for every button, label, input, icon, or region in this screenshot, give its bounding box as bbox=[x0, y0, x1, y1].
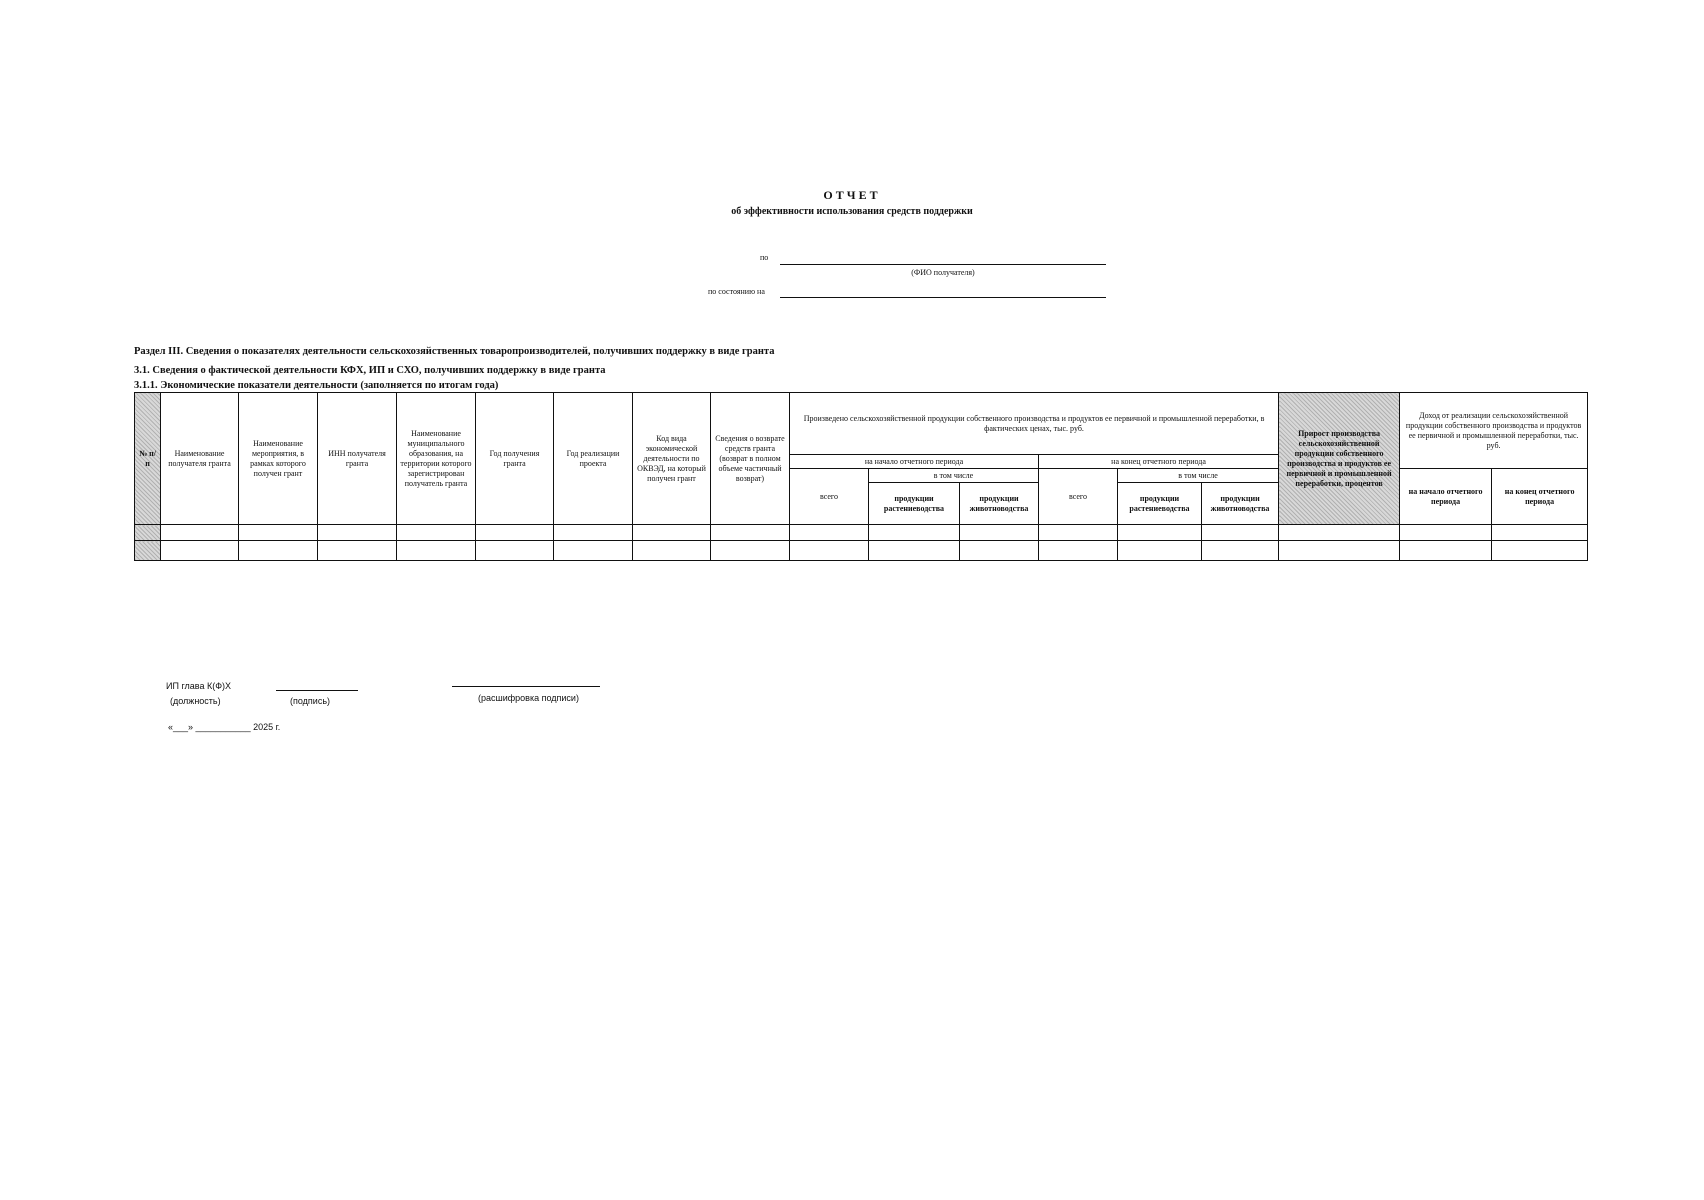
date-line[interactable] bbox=[780, 297, 1106, 298]
table-cell[interactable] bbox=[1492, 525, 1588, 541]
table-cell[interactable] bbox=[960, 525, 1039, 541]
date-label: по состоянию на bbox=[708, 287, 765, 296]
section-3-1-heading: 3.1. Сведения о фактической деятельности КФХ, ИП и СХО, получивших поддержку в виде гранта bbox=[134, 365, 606, 376]
economic-indicators-table bbox=[134, 392, 1588, 561]
production-group-header: Произведено сельскохозяйственной продукции собственного производства и продуктов ее первичной и промышленной переработки, в фактических ценах, тыс. руб. bbox=[790, 393, 1279, 455]
signature-date[interactable]: «___» ___________ 2025 г. bbox=[168, 722, 281, 732]
table-cell[interactable] bbox=[554, 525, 633, 541]
income-end-header: на конец отчетного периода bbox=[1492, 469, 1588, 525]
table-data-row bbox=[135, 525, 1588, 541]
production-end-including-header: в том числе bbox=[1118, 469, 1279, 483]
table-cell[interactable] bbox=[1039, 541, 1118, 561]
table-cell[interactable] bbox=[711, 525, 790, 541]
table-cell[interactable] bbox=[397, 541, 476, 561]
table-cell[interactable] bbox=[161, 541, 239, 561]
col-inn-header: ИНН получателя гранта bbox=[318, 393, 397, 525]
table-cell[interactable] bbox=[1279, 541, 1400, 561]
table-cell[interactable] bbox=[869, 525, 960, 541]
table-cell[interactable] bbox=[1118, 541, 1202, 561]
table-cell[interactable] bbox=[239, 541, 318, 561]
table-cell[interactable] bbox=[960, 541, 1039, 561]
production-start-period-header: на начало отчетного периода bbox=[790, 455, 1039, 469]
table-cell[interactable] bbox=[1400, 525, 1492, 541]
table-cell[interactable] bbox=[869, 541, 960, 561]
table-cell[interactable] bbox=[1039, 525, 1118, 541]
report-subtitle: об эффективности использования средств поддержки bbox=[731, 206, 973, 217]
signature-line[interactable] bbox=[276, 690, 358, 691]
po-label: по bbox=[760, 253, 769, 262]
production-end-crop-header: продукции растениеводства bbox=[1118, 483, 1202, 525]
table-cell[interactable] bbox=[1202, 541, 1279, 561]
table-cell[interactable] bbox=[318, 525, 397, 541]
table-header-row-1 bbox=[135, 393, 1588, 455]
table-cell[interactable] bbox=[790, 525, 869, 541]
table-cell[interactable] bbox=[1492, 541, 1588, 561]
col-recipient-name-header: Наименование получателя гранта bbox=[161, 393, 239, 525]
table-cell[interactable] bbox=[318, 541, 397, 561]
income-group-header: Доход от реализации сельскохозяйственной продукции собственного производства и продуктов ее первичной и промышленной переработки, тыс. руб. bbox=[1400, 393, 1588, 469]
income-start-header: на начало отчетного периода bbox=[1400, 469, 1492, 525]
col-measure-header: Наименование мероприятия, в рамках которого получен грант bbox=[239, 393, 318, 525]
table-cell[interactable] bbox=[1400, 541, 1492, 561]
production-end-total-header: всего bbox=[1039, 469, 1118, 525]
col-refund-header: Сведения о возврате средств гранта (возврат в полном объеме частичный возврат) bbox=[711, 393, 790, 525]
growth-header: Прирост производства сельскохозяйственной продукции собственного производства и продуктов ее первичной и промышленной переработки, процентов bbox=[1279, 393, 1400, 525]
position-value: ИП глава К(Ф)Х bbox=[166, 681, 232, 691]
table-cell[interactable] bbox=[476, 525, 554, 541]
table-cell[interactable] bbox=[476, 541, 554, 561]
col-grant-year-header: Год получения гранта bbox=[476, 393, 554, 525]
table-cell[interactable] bbox=[1279, 525, 1400, 541]
position-caption: (должность) bbox=[170, 696, 221, 706]
production-start-total-header: всего bbox=[790, 469, 869, 525]
col-okved-header: Код вида экономической деятельности по ОКВЭД, на который получен грант bbox=[633, 393, 711, 525]
table-cell[interactable] bbox=[397, 525, 476, 541]
production-start-including-header: в том числе bbox=[869, 469, 1039, 483]
production-start-crop-header: продукции растениеводства bbox=[869, 483, 960, 525]
table-cell[interactable] bbox=[1202, 525, 1279, 541]
table-data-row bbox=[135, 541, 1588, 561]
decode-caption: (расшифровка подписи) bbox=[478, 693, 579, 703]
table-cell[interactable] bbox=[633, 525, 711, 541]
section-3-heading: Раздел III. Сведения о показателях деятельности сельскохозяйственных товаропроизводителей, получивших поддержку в виде гранта bbox=[134, 346, 775, 357]
table-cell[interactable] bbox=[711, 541, 790, 561]
table-cell[interactable] bbox=[135, 541, 161, 561]
col-project-year-header: Год реализации проекта bbox=[554, 393, 633, 525]
section-3-1-1-heading: 3.1.1. Экономические показатели деятельности (заполняется по итогам года) bbox=[134, 380, 499, 391]
table-cell[interactable] bbox=[1118, 525, 1202, 541]
col-municipality-header: Наименование муниципального образования, на территории которого зарегистрирован получатель гранта bbox=[397, 393, 476, 525]
table-cell[interactable] bbox=[135, 525, 161, 541]
production-start-livestock-header: продукции животноводства bbox=[960, 483, 1039, 525]
table-cell[interactable] bbox=[239, 525, 318, 541]
production-end-livestock-header: продукции животноводства bbox=[1202, 483, 1279, 525]
table-cell[interactable] bbox=[633, 541, 711, 561]
table-cell[interactable] bbox=[790, 541, 869, 561]
col-num-header: № п/п bbox=[135, 393, 161, 525]
production-end-period-header: на конец отчетного периода bbox=[1039, 455, 1279, 469]
signature-caption: (подпись) bbox=[290, 696, 331, 706]
report-title: ОТЧЕТ bbox=[823, 188, 881, 202]
table-cell[interactable] bbox=[554, 541, 633, 561]
table-cell[interactable] bbox=[161, 525, 239, 541]
recipient-line[interactable] bbox=[780, 264, 1106, 265]
decode-line[interactable] bbox=[452, 686, 600, 687]
fio-caption: (ФИО получателя) bbox=[911, 268, 975, 277]
